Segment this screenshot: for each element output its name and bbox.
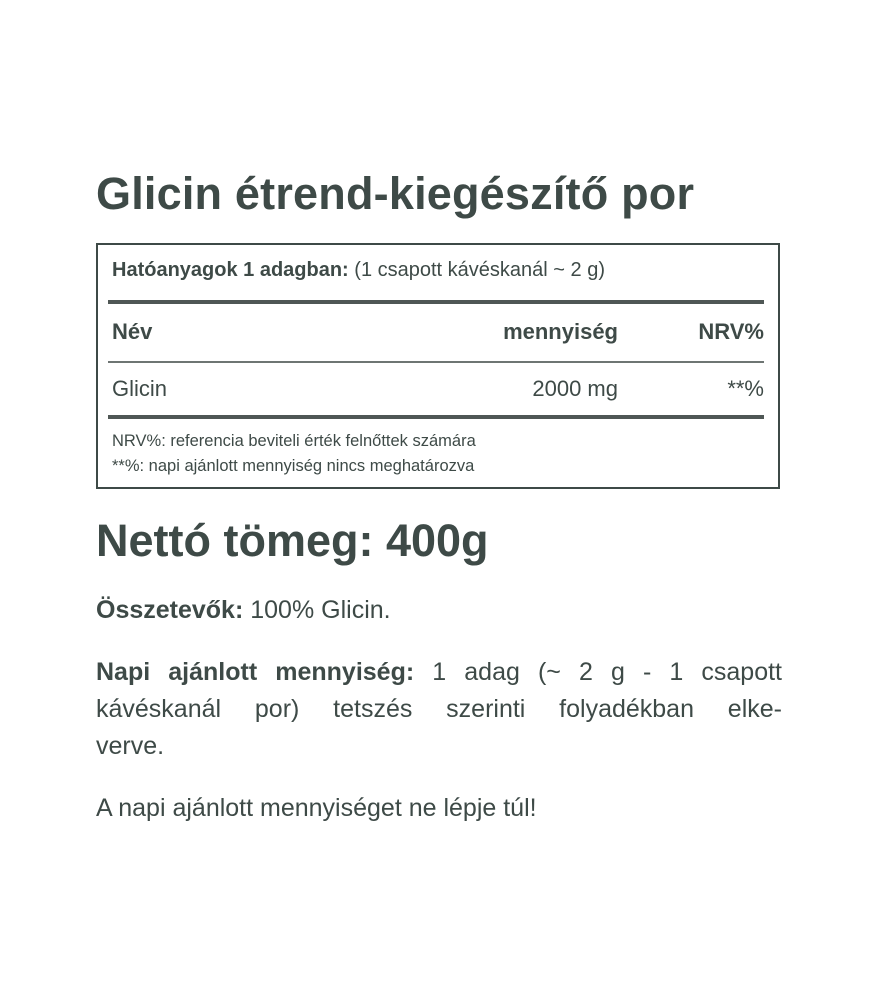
row-name: Glicin [112, 376, 168, 401]
product-title: Glicin étrend-kiegészítő por [96, 168, 695, 219]
column-header-nrv: NRV% [698, 319, 764, 344]
column-header-amount: mennyiség [503, 319, 618, 344]
serving-info [112, 259, 605, 282]
table-rule-bottom [108, 415, 764, 419]
daily-dose-label: Napi ajánlott mennyiség: [96, 658, 415, 686]
serving-value: (1 csapott kávéskanál ~ 2 g) [354, 259, 605, 281]
footnote-undefined: **%: napi ajánlott mennyiség nincs meghatározva [112, 457, 475, 475]
nutrition-table [96, 243, 780, 489]
serving-label: Hatóanyagok 1 adagban: [112, 259, 349, 281]
header-rule-bottom [108, 361, 764, 363]
daily-dose-line-2: kávéskanál por) tetszés szerinti folyadékban elke- [96, 695, 782, 723]
ingredients-value: 100% Glicin. [250, 596, 391, 624]
ingredients-label: Összetevők: [96, 596, 244, 624]
header-rule-top [108, 300, 764, 304]
ingredients-line [96, 592, 782, 629]
warning-text: A napi ajánlott mennyiséget ne lépje túl! [96, 794, 537, 822]
daily-dose-line-1 [96, 654, 782, 691]
daily-dose-text-1: 1 adag (~ 2 g - 1 csapott [432, 658, 782, 686]
daily-dose-paragraph [96, 654, 782, 765]
net-weight: Nettó tömeg: 400g [96, 515, 489, 566]
column-header-name: Név [112, 319, 153, 344]
row-nrv: **% [727, 376, 764, 401]
daily-dose-line-3: verve. [96, 732, 165, 760]
footnote-nrv: NRV%: referencia beviteli érték felnőttek számára [112, 432, 476, 450]
row-amount: 2000 mg [532, 376, 618, 401]
